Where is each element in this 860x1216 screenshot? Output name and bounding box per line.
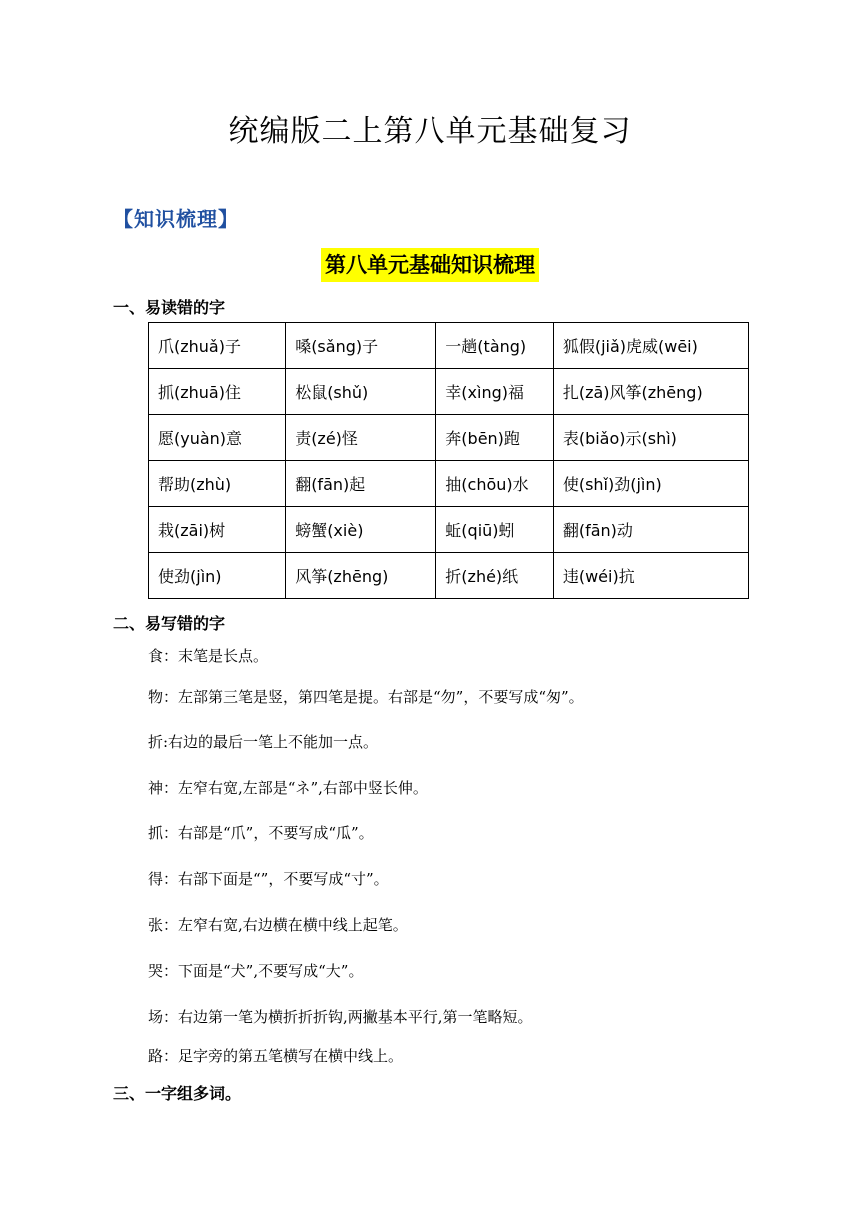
writing-note: 哭：下面是“犬”,不要写成“大”。 [148,962,364,980]
table-cell: 责(zé)怪 [286,415,436,461]
table-row [149,507,749,553]
heading-word-groups: 三、一字组多词。 [113,1084,242,1103]
table-cell: 违(wéi)抗 [553,553,748,599]
table-cell: 抓(zhuā)住 [149,369,286,415]
table-cell: 嗓(sǎng)子 [286,323,436,369]
writing-note: 神：左窄右宽,左部是“ネ”,右部中竖长伸。 [148,779,428,797]
table-cell: 使劲(jìn) [149,553,286,599]
table-cell: 奔(bēn)跑 [436,415,554,461]
table-row [149,323,749,369]
table-cell: 蚯(qiū)蚓 [436,507,554,553]
subtitle-wrap [0,248,860,282]
table-cell: 翻(fān)起 [286,461,436,507]
table-cell: 一趟(tàng) [436,323,554,369]
table-row [149,415,749,461]
table-cell: 松鼠(shǔ) [286,369,436,415]
table-cell: 折(zhé)纸 [436,553,554,599]
section-tag: 【知识梳理】 [113,207,239,231]
document-title: 统编版二上第八单元基础复习 [228,114,632,149]
writing-note: 抓：右部是“爪”，不要写成“瓜”。 [148,824,374,842]
table-cell: 帮助(zhù) [149,461,286,507]
table-row [149,369,749,415]
table-cell: 扎(zā)风筝(zhēng) [553,369,748,415]
table-cell: 抽(chōu)水 [436,461,554,507]
table-cell: 使(shǐ)劲(jìn) [553,461,748,507]
table-row [149,553,749,599]
writing-note: 得：右部下面是“”，不要写成“寸”。 [148,870,389,888]
writing-note: 食：末笔是长点。 [148,647,269,665]
misread-chars-table [148,322,749,599]
writing-note: 路：足字旁的第五笔横写在横中线上。 [148,1047,404,1065]
table-cell: 爪(zhuǎ)子 [149,323,286,369]
table-cell: 螃蟹(xiè) [286,507,436,553]
table-cell: 幸(xìng)福 [436,369,554,415]
table-cell: 表(biǎo)示(shì) [553,415,748,461]
subtitle: 第八单元基础知识梳理 [321,248,539,282]
table-cell: 栽(zāi)树 [149,507,286,553]
table-cell: 翻(fān)动 [553,507,748,553]
writing-note: 场：右边第一笔为横折折折钩,两撇基本平行,第一笔略短。 [148,1008,533,1026]
table-cell: 狐假(jiǎ)虎威(wēi) [553,323,748,369]
table-cell: 风筝(zhēng) [286,553,436,599]
writing-note: 折:右边的最后一笔上不能加一点。 [148,733,379,751]
table-row [149,461,749,507]
writing-note: 张：左窄右宽,右边横在横中线上起笔。 [148,916,408,934]
writing-note: 物：左部第三笔是竖，第四笔是提。右部是“勿”，不要写成“匆”。 [148,688,584,706]
heading-miswritten-chars: 二、易写错的字 [113,614,226,633]
heading-misread-chars: 一、易读错的字 [113,298,226,317]
table-cell: 愿(yuàn)意 [149,415,286,461]
